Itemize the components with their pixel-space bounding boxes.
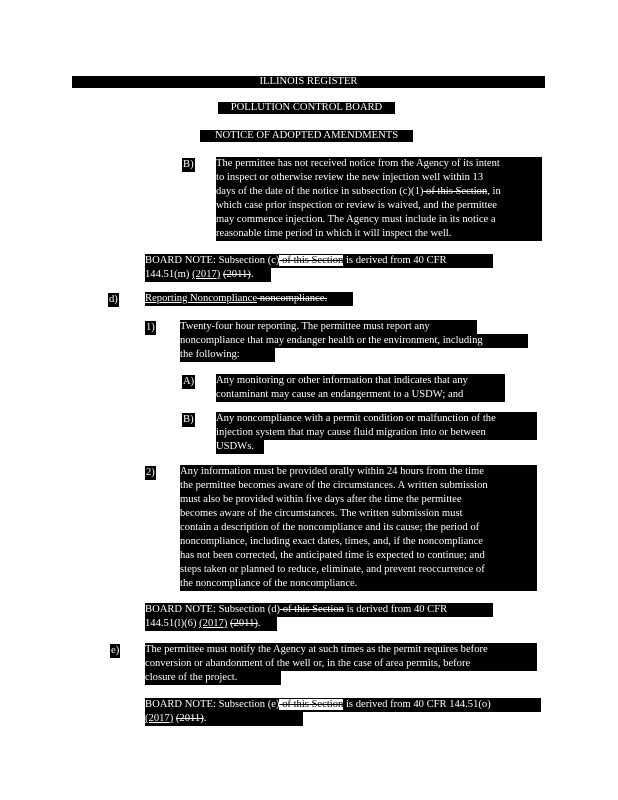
deleted-text: (2011) — [230, 618, 258, 629]
item-d1b-line: Any noncompliance with a permit condition or malfunction of the — [216, 412, 537, 426]
text-span: 144.51(l)(6) — [145, 618, 200, 629]
item-d2-line: must also be provided within five days after the time the permittee — [180, 493, 537, 507]
header-notice: NOTICE OF ADOPTED AMENDMENTS — [200, 130, 413, 142]
text-span: is derived from 40 CFR — [343, 604, 448, 615]
item-d1b-label: B) — [183, 414, 194, 425]
inserted-text: (2017) — [199, 618, 228, 629]
deleted-text: of this Section — [280, 604, 344, 615]
inserted-text: (2017) — [192, 269, 221, 280]
item-d2-line: noncompliance, including exact dates, times, and, if the noncompliance — [180, 535, 537, 549]
header-board: POLLUTION CONTROL BOARD — [218, 102, 395, 114]
item-d2-line: has not been corrected, the anticipated time is expected to continue; and — [180, 549, 537, 563]
item-d1-line: noncompliance that may endanger health or the environment, including — [180, 334, 528, 348]
text-span: BOARD NOTE: Subsection (d) — [145, 604, 281, 615]
board-note-line — [145, 712, 303, 726]
text-span: is derived from 40 CFR 144.51(o) — [343, 699, 491, 710]
board-note-line — [145, 617, 277, 631]
item-b-line: reasonable time period in which it will inspect the well. — [216, 227, 542, 241]
board-note-line — [145, 698, 541, 712]
item-b-line: The permittee has not received notice from the Agency of its intent — [216, 157, 542, 171]
deleted-text: noncompliance. — [257, 293, 328, 304]
item-b-line: may commence injection. The Agency must include in its notice a — [216, 213, 542, 227]
item-d-label: d) — [109, 294, 118, 305]
item-b-label: B) — [183, 159, 194, 170]
text-span: . — [203, 713, 207, 724]
item-d1-label: 1) — [146, 322, 155, 333]
item-b-line: which case prior inspection or review is waived, and the permittee — [216, 199, 542, 213]
item-d1a-label: A) — [183, 376, 195, 387]
item-d2-line: the permittee becomes aware of the circumstances. A written submission — [180, 479, 537, 493]
item-d2-line: becomes aware of the circumstances. The written submission must — [180, 507, 537, 521]
deleted-text: of this Section — [423, 186, 488, 197]
item-d2-line: the noncompliance of the noncompliance. — [180, 577, 537, 591]
text-span: . — [250, 269, 254, 280]
item-d1-line: Twenty-four hour reporting. The permittee must report any — [180, 320, 477, 334]
item-d1a-line: Any monitoring or other information that indicates that any — [216, 374, 505, 388]
item-b-line: to inspect or otherwise review the new injection well within 13 — [216, 171, 542, 185]
text-span: . — [257, 618, 261, 629]
text-span: , in — [487, 186, 501, 197]
deleted-text: (2011) — [175, 713, 204, 724]
board-note-line — [145, 268, 271, 282]
item-b-line — [216, 185, 542, 199]
item-d-heading — [145, 292, 353, 306]
item-e-line: closure of the project. — [145, 671, 281, 685]
board-note-line — [145, 603, 493, 617]
deleted-text: of this Section — [279, 255, 344, 266]
item-d1-line: the following: — [180, 348, 275, 362]
text-span: BOARD NOTE: Subsection (e) — [145, 699, 280, 710]
deleted-text: of this Section — [279, 699, 344, 710]
item-e-label: e) — [111, 645, 120, 656]
item-d2-line: Any information must be provided orally within 24 hours from the time — [180, 465, 537, 479]
header-register: ILLINOIS REGISTER — [72, 76, 545, 88]
text-span: 144.51(m) — [145, 269, 193, 280]
deleted-text: (2011) — [222, 269, 251, 280]
text-span: is derived from 40 CFR — [343, 255, 447, 266]
inserted-text: Reporting Noncompliance — [145, 293, 258, 304]
item-e-line: The permittee must notify the Agency at such times as the permit requires before — [145, 643, 537, 657]
item-d1b-line: USDWs. — [216, 440, 264, 454]
item-d1a-line: contaminant may cause an endangerment to a USDW; and — [216, 388, 505, 402]
item-d2-label: 2) — [146, 467, 155, 478]
item-e-line: conversion or abandonment of the well or, in the case of area permits, before — [145, 657, 537, 671]
item-d2-line: contain a description of the noncompliance and its cause; the period of — [180, 521, 537, 535]
inserted-text: (2017) — [145, 713, 174, 724]
board-note-line — [145, 254, 493, 268]
item-d1b-line: injection system that may cause fluid migration into or between — [216, 426, 537, 440]
text-span: BOARD NOTE: Subsection (c) — [145, 255, 280, 266]
text-span: days of the date of the notice in subsection (c)(1) — [216, 186, 424, 197]
item-d2-line: steps taken or planned to reduce, eliminate, and prevent reoccurrence of — [180, 563, 537, 577]
